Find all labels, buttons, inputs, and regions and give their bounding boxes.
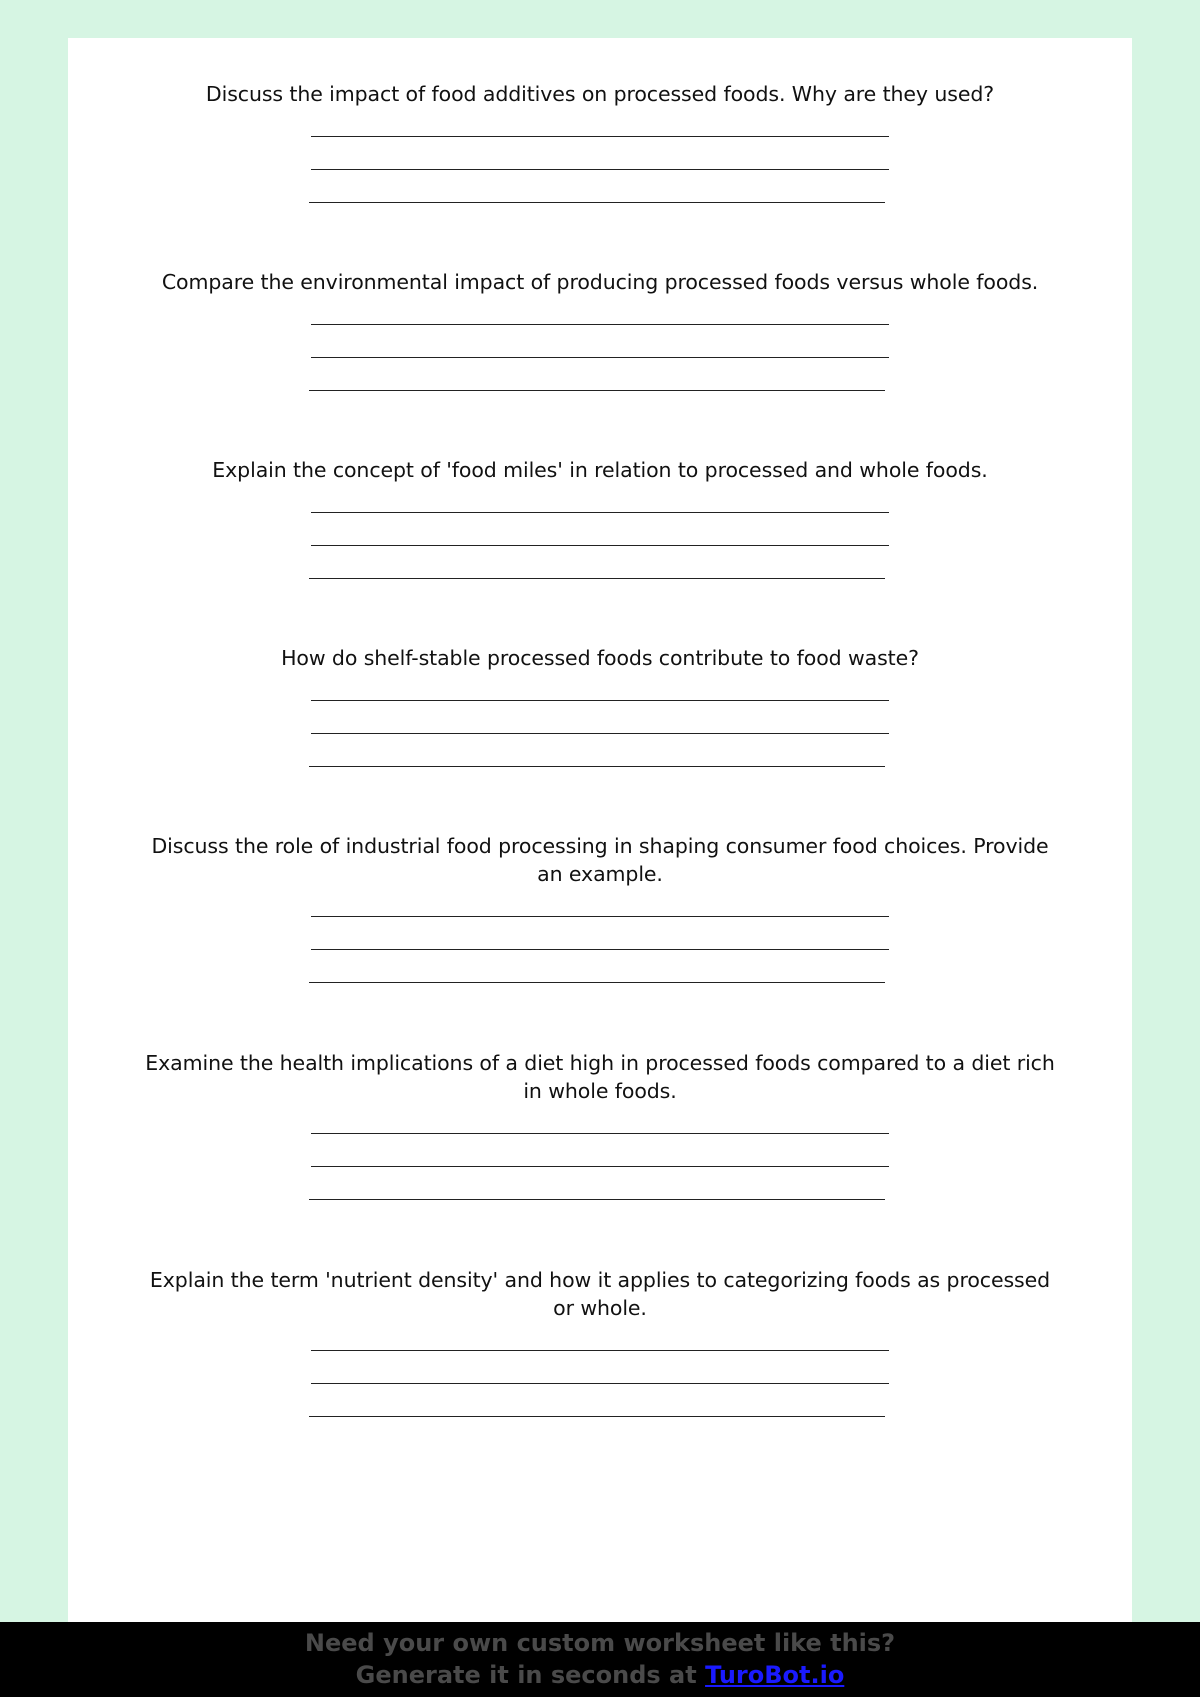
answer-lines (68, 494, 1132, 593)
turobot-link[interactable]: TuroBot.io (705, 1661, 845, 1689)
question-text: Compare the environmental impact of producing processed foods versus whole foods. (161, 270, 1039, 294)
answer-line[interactable] (311, 306, 889, 339)
answer-line[interactable] (311, 898, 889, 931)
answer-line[interactable] (311, 931, 889, 964)
answer-line[interactable] (311, 527, 889, 560)
answer-lines (68, 898, 1132, 997)
answer-line[interactable] (309, 964, 885, 997)
question-3 (68, 456, 1132, 593)
question-6 (68, 1049, 1132, 1214)
answer-lines (68, 306, 1132, 405)
answer-line[interactable] (311, 1115, 889, 1148)
question-7 (68, 1266, 1132, 1431)
question-1 (68, 80, 1132, 217)
question-4 (68, 644, 1132, 781)
answer-line[interactable] (309, 184, 885, 217)
promo-footer (0, 1622, 1200, 1697)
question-text: Explain the concept of 'food miles' in relation to processed and whole foods. (212, 458, 988, 482)
question-text: Examine the health implications of a diet high in processed foods compared to a diet rich in whole foods. (145, 1051, 1055, 1103)
question-text: Explain the term 'nutrient density' and how it applies to categorizing foods as processed or whole. (149, 1268, 1051, 1320)
answer-lines (68, 682, 1132, 781)
footer-cta-text: Generate it in seconds at (355, 1661, 706, 1689)
answer-lines (68, 1332, 1132, 1431)
footer-headline: Need your own custom worksheet like this? (304, 1629, 896, 1657)
answer-line[interactable] (309, 748, 885, 781)
answer-line[interactable] (311, 494, 889, 527)
question-2 (68, 268, 1132, 405)
answer-line[interactable] (311, 1365, 889, 1398)
answer-line[interactable] (311, 715, 889, 748)
answer-line[interactable] (311, 118, 889, 151)
answer-line[interactable] (311, 1332, 889, 1365)
answer-line[interactable] (311, 682, 889, 715)
answer-line[interactable] (309, 1181, 885, 1214)
answer-line[interactable] (309, 560, 885, 593)
answer-line[interactable] (311, 339, 889, 372)
answer-line[interactable] (311, 1148, 889, 1181)
question-text: Discuss the impact of food additives on processed foods. Why are they used? (205, 82, 995, 106)
question-5 (68, 832, 1132, 997)
answer-lines (68, 118, 1132, 217)
footer-cta (0, 1659, 1200, 1691)
answer-lines (68, 1115, 1132, 1214)
answer-line[interactable] (311, 151, 889, 184)
answer-line[interactable] (309, 372, 885, 405)
worksheet-page (68, 38, 1132, 1622)
question-text: How do shelf-stable processed foods contribute to food waste? (281, 646, 919, 670)
answer-line[interactable] (309, 1398, 885, 1431)
question-text: Discuss the role of industrial food processing in shaping consumer food choices. Provide an example. (151, 834, 1049, 886)
